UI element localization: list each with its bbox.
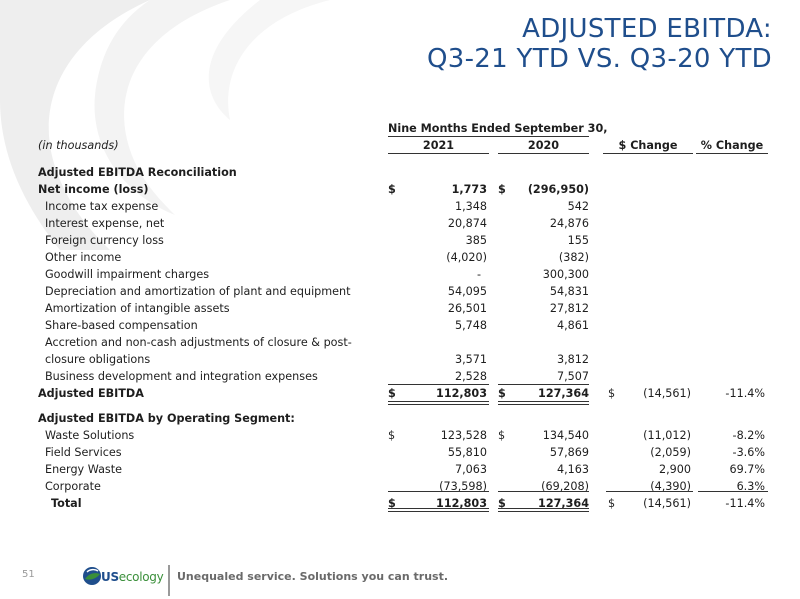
- slide-title-line-2: Q3-21 YTD VS. Q3-20 YTD: [426, 44, 772, 74]
- table-row: [38, 232, 768, 249]
- dollar-change: (4,390): [650, 480, 691, 493]
- dollar-change: (14,561): [643, 387, 691, 400]
- value-2021: 385: [465, 234, 487, 247]
- table-header-columns-row: [38, 137, 768, 154]
- percent-change: -11.4%: [725, 387, 765, 400]
- percent-change: 6.3%: [736, 480, 765, 493]
- dollar-sign: $: [498, 497, 506, 510]
- logo-wordmark: [101, 570, 163, 584]
- value-2021: 5,748: [454, 319, 487, 332]
- table-row-net-income: [38, 181, 768, 198]
- row-label: Other income: [45, 251, 122, 264]
- column-underline: [498, 153, 589, 154]
- double-underline: [498, 401, 589, 405]
- table-row-segment: [38, 427, 768, 444]
- row-label: Waste Solutions: [45, 429, 135, 442]
- table-row: [38, 317, 768, 334]
- value-2021: (73,598): [439, 480, 487, 493]
- percent-change: -11.4%: [725, 497, 765, 510]
- section-title: Adjusted EBITDA Reconciliation: [38, 166, 237, 179]
- double-underline: [498, 508, 589, 512]
- logo-us-text: US: [101, 570, 119, 584]
- table-row: [38, 249, 768, 266]
- subtotal-rule: [498, 384, 589, 385]
- value-2021: 3,571: [454, 353, 487, 366]
- dollar-change: 2,900: [658, 463, 691, 476]
- subtotal-rule: [388, 384, 489, 385]
- table-row: [38, 300, 768, 317]
- dollar-sign: $: [388, 183, 396, 196]
- percent-change: -3.6%: [732, 446, 765, 459]
- value-2020: 54,831: [549, 285, 589, 298]
- value-2021: 123,528: [440, 429, 487, 442]
- subtotal-rule: [498, 491, 589, 492]
- value-2020: 134,540: [542, 429, 589, 442]
- column-underline: [603, 153, 693, 154]
- spacer: [38, 154, 768, 164]
- table-row-adjusted-ebitda: [38, 385, 768, 402]
- column-header-2020: 2020: [527, 139, 560, 152]
- dollar-sign: $: [388, 497, 396, 510]
- dollar-change: (2,059): [650, 446, 691, 459]
- value-2020: 27,812: [549, 302, 589, 315]
- section-reconciliation-title-row: [38, 164, 768, 181]
- value-2020: 542: [567, 200, 589, 213]
- logo-ecology-text: ecology: [118, 570, 164, 584]
- value-2020: 4,163: [556, 463, 589, 476]
- value-2020: 24,876: [549, 217, 589, 230]
- row-label: Goodwill impairment charges: [45, 268, 210, 281]
- double-underline: [388, 508, 489, 512]
- section-segment-title-row: [38, 410, 768, 427]
- value-2021: 55,810: [447, 446, 487, 459]
- row-label: Income tax expense: [45, 200, 159, 213]
- row-label: Adjusted EBITDA: [38, 387, 144, 400]
- value-2021: 7,063: [454, 463, 487, 476]
- row-label: Energy Waste: [45, 463, 123, 476]
- row-label: Total: [51, 497, 82, 510]
- row-label: Business development and integration expenses: [45, 370, 318, 383]
- value-2021: 20,874: [447, 217, 487, 230]
- dollar-change: (11,012): [643, 429, 691, 442]
- slide-title: [427, 14, 772, 74]
- value-2020: 57,869: [549, 446, 589, 459]
- subtotal-rule: [606, 491, 693, 492]
- period-underline: [388, 136, 589, 137]
- table-row: [38, 283, 768, 300]
- dollar-sign: $: [498, 429, 506, 442]
- value-2020: 300,300: [542, 268, 589, 281]
- value-2021: (4,020): [446, 251, 487, 264]
- row-label: Interest expense, net: [45, 217, 165, 230]
- column-underline: [696, 153, 768, 154]
- table-row-segment: [38, 478, 768, 495]
- table-row: [38, 198, 768, 215]
- value-2020: 3,812: [556, 353, 589, 366]
- footer-divider: [168, 565, 170, 596]
- table-row-business-development: [38, 368, 768, 385]
- slide-title-line-1: ADJUSTED EBITDA:: [522, 14, 772, 44]
- row-label: Field Services: [45, 446, 122, 459]
- row-label: Foreign currency loss: [45, 234, 164, 247]
- dollar-sign: $: [498, 183, 506, 196]
- row-label: Share-based compensation: [45, 319, 198, 332]
- table-row: [38, 215, 768, 232]
- ebitda-table: [38, 120, 768, 512]
- table-row-segment: [38, 461, 768, 478]
- subtotal-rule: [698, 491, 768, 492]
- value-2021: 112,803: [436, 497, 487, 510]
- table-row-segment: [38, 444, 768, 461]
- dollar-sign: $: [388, 387, 396, 400]
- period-header: Nine Months Ended September 30,: [388, 122, 608, 135]
- value-2020: 4,861: [556, 319, 589, 332]
- subtotal-rule: [388, 491, 489, 492]
- value-2020: (382): [558, 251, 589, 264]
- table-row-accretion-line-2: [38, 351, 768, 368]
- value-2020: (296,950): [527, 183, 589, 196]
- value-2021: -: [476, 268, 481, 281]
- value-2021: 112,803: [436, 387, 487, 400]
- value-2021: 1,348: [454, 200, 487, 213]
- value-2020: 127,364: [538, 387, 589, 400]
- value-2020: 7,507: [556, 370, 589, 383]
- value-2021: 54,095: [447, 285, 487, 298]
- table-header-period-row: [38, 120, 768, 137]
- table-row-accretion-line-1: [38, 334, 768, 351]
- row-label: Depreciation and amortization of plant and equipment: [45, 285, 351, 298]
- value-2020: 127,364: [538, 497, 589, 510]
- row-label: Corporate: [45, 480, 101, 493]
- value-2021: 2,528: [454, 370, 487, 383]
- row-label: Accretion and non-cash adjustments of closure & post-: [45, 336, 352, 349]
- page-number: 51: [22, 569, 35, 580]
- percent-change: 69.7%: [729, 463, 765, 476]
- section-title: Adjusted EBITDA by Operating Segment:: [38, 412, 295, 425]
- double-underline: [388, 401, 489, 405]
- row-label: Amortization of intangible assets: [45, 302, 230, 315]
- column-header-dollar-change: $ Change: [618, 139, 678, 152]
- table-row: [38, 266, 768, 283]
- value-2021: 1,773: [451, 183, 487, 196]
- dollar-sign: $: [388, 429, 396, 442]
- value-2021: 26,501: [447, 302, 487, 315]
- slide-footer: [0, 560, 800, 599]
- value-2020: 155: [567, 234, 589, 247]
- value-2020: (69,208): [541, 480, 589, 493]
- dollar-change: (14,561): [643, 497, 691, 510]
- dollar-sign: $: [498, 387, 506, 400]
- row-label: closure obligations: [45, 353, 151, 366]
- dollar-sign: $: [608, 387, 616, 400]
- units-note: (in thousands): [38, 139, 119, 152]
- tagline: Unequaled service. Solutions you can trust.: [177, 570, 449, 583]
- logo-globe-icon: [82, 566, 102, 586]
- percent-change: -8.2%: [732, 429, 765, 442]
- column-header-2021: 2021: [422, 139, 455, 152]
- row-label: Net income (loss): [38, 183, 149, 196]
- column-underline: [388, 153, 489, 154]
- dollar-sign: $: [608, 497, 616, 510]
- column-header-pct-change: % Change: [700, 139, 764, 152]
